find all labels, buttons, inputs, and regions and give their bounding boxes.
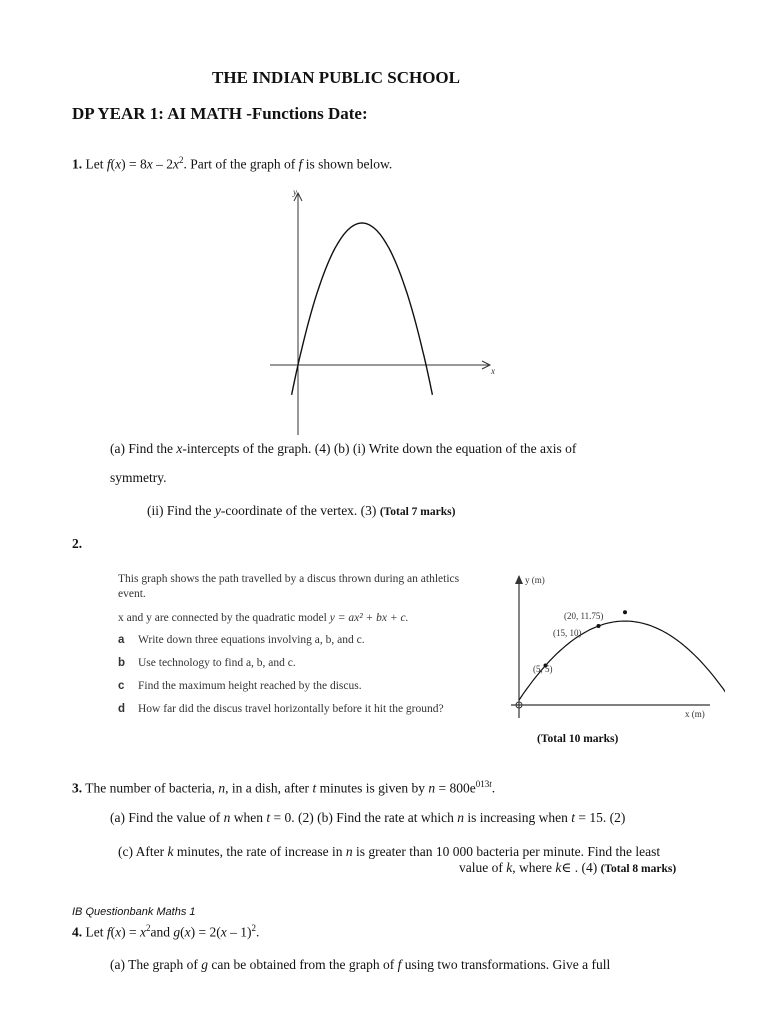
q2-intro-line1: This graph shows the path travelled by a discus thrown during an athletics: [118, 573, 460, 585]
q2-part-d: d How far did the discus travel horizontally before it hit the ground?: [118, 703, 444, 715]
q2-part-b: b Use technology to find a, b, and c.: [118, 657, 296, 669]
q1-parabola-graph: [255, 185, 505, 435]
q1-number: 1.: [72, 156, 83, 172]
q1-y-label: y: [293, 187, 297, 197]
q4-part-a: (a) The graph of g can be obtained from the graph of f using two transformations. Give a full: [110, 957, 611, 972]
q3-stem: 3. The number of bacteria, n, in a dish, after t minutes is given by $n = 800e^{013t}$.: [72, 779, 496, 796]
q1-part-a: (a) Find the x-intercepts of the graph. (4) (b) (i) Write down the equation of the axis of: [110, 441, 577, 456]
worksheet-title: DP YEAR 1: AI MATH -Functions Date:: [72, 104, 368, 123]
q2-point-label-5: (5, 5): [533, 664, 553, 674]
source-note: IB Questionbank Maths 1: [72, 906, 196, 918]
q1-part-b-cont: symmetry.: [110, 470, 167, 485]
q2-point-label-15: (15, 10): [553, 628, 582, 638]
q2-model: x and y are connected by the quadratic model y = ax² + bx + c.: [118, 612, 409, 624]
q1-parabola-curve: [292, 223, 433, 395]
q1-part-b-ii: (ii) Find the y-coordinate of the vertex. (3) (Total 7 marks): [147, 503, 456, 518]
q2-y-arrow: [515, 575, 523, 584]
q4-stem: 4. Let $f(x) = x^2and$ g(x) = 2(x – 1)$^2$.: [72, 923, 260, 940]
q2-point-20: [623, 610, 627, 614]
school-title: THE INDIAN PUBLIC SCHOOL: [212, 68, 460, 87]
q1-stem: 1. Let $f(x) = 8x - 2x^2$. Part of the graph of f is shown below.: [72, 155, 393, 172]
q1-x-label: x: [491, 366, 495, 376]
q2-x-label: x (m): [685, 709, 705, 719]
q2-discus-graph: [505, 570, 725, 720]
q1-total-marks: (Total 7 marks): [379, 506, 456, 518]
q3-total-marks: (Total 8 marks): [600, 863, 677, 875]
q3-parts-a-b: (a) Find the value of n when t = 0. (2) (b) Find the rate at which n is increasing when t = 15. (2): [110, 810, 626, 825]
q2-discus-path: [519, 621, 725, 705]
q2-total-marks: (Total 10 marks): [537, 733, 619, 745]
q3-part-c-cont: value of k, where k∈ . (4) (Total 8 marks): [459, 860, 677, 875]
q2-part-c: c Find the maximum height reached by the discus.: [118, 680, 362, 692]
q3-part-c: (c) After k minutes, the rate of increase in n is greater than 10 000 bacteria per minute. Find the least: [118, 844, 661, 859]
q2-y-label: y (m): [525, 575, 545, 585]
q2-point-label-20: (20, 11.75): [564, 611, 604, 621]
q2-number: 2.: [72, 536, 83, 551]
q2-point-15: [597, 624, 601, 628]
q2-part-a: a Write down three equations involving a, b, and c.: [118, 634, 365, 646]
q2-intro-line2: event.: [118, 588, 146, 600]
